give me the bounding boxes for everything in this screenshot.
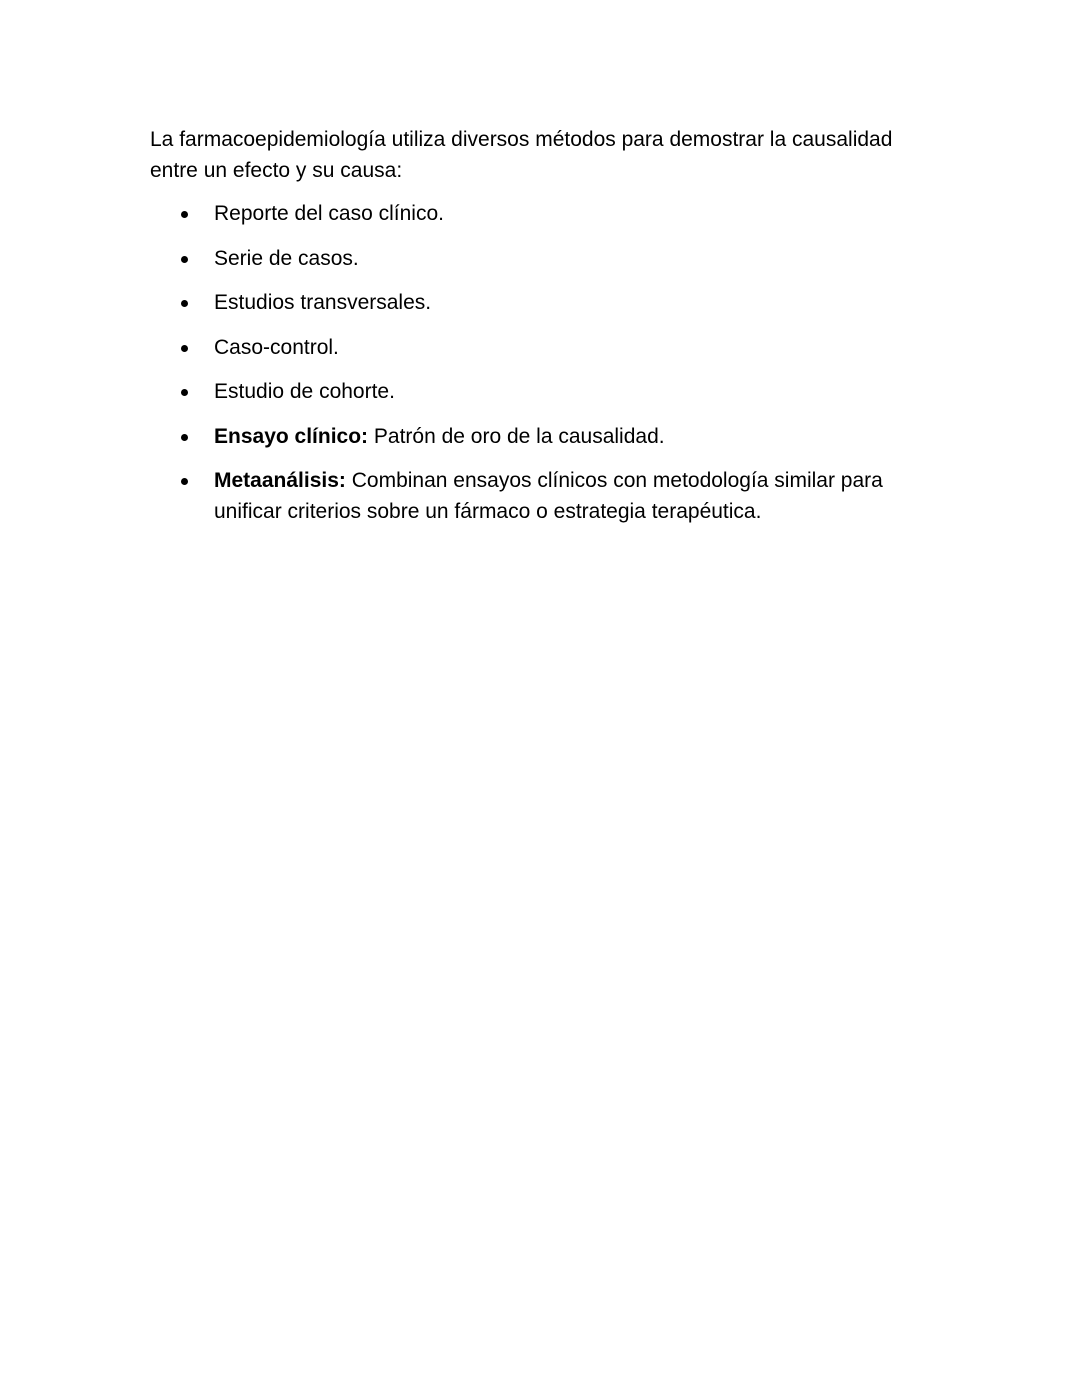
bullet-icon: [181, 256, 188, 263]
list-item-text: Estudios transversales.: [214, 291, 432, 314]
bullet-icon: [181, 434, 188, 441]
list-item: [150, 376, 910, 407]
methods-list: [150, 198, 910, 527]
bullet-icon: [181, 300, 188, 307]
list-item-text: Combinan ensayos clínicos con metodología similar para unificar criterios sobre un fármaco o estrategia terapéutica.: [214, 469, 883, 523]
list-item-text: Serie de casos.: [214, 246, 359, 270]
bullet-icon: [181, 389, 188, 396]
list-item-text: Reporte del caso clínico.: [214, 202, 444, 225]
list-item: [150, 243, 910, 274]
intro-paragraph: La farmacoepidemiología utiliza diversos métodos para demostrar la causalidad entre un efecto y su causa:: [150, 128, 893, 182]
list-item: [150, 332, 910, 363]
list-item-term: Metaanálisis:: [214, 469, 346, 492]
list-item: [150, 198, 910, 229]
list-item: [150, 465, 910, 527]
bullet-icon: [181, 345, 188, 352]
list-item: [150, 421, 910, 452]
bullet-icon: [181, 211, 188, 218]
document-body: [150, 124, 910, 541]
list-item-text: Estudio de cohorte.: [214, 380, 395, 403]
list-item-text: Caso-control.: [214, 335, 339, 359]
list-item: [150, 287, 910, 318]
list-item-term: Ensayo clínico:: [214, 424, 369, 448]
bullet-icon: [181, 478, 188, 485]
list-item-text: Patrón de oro de la causalidad.: [373, 424, 665, 448]
